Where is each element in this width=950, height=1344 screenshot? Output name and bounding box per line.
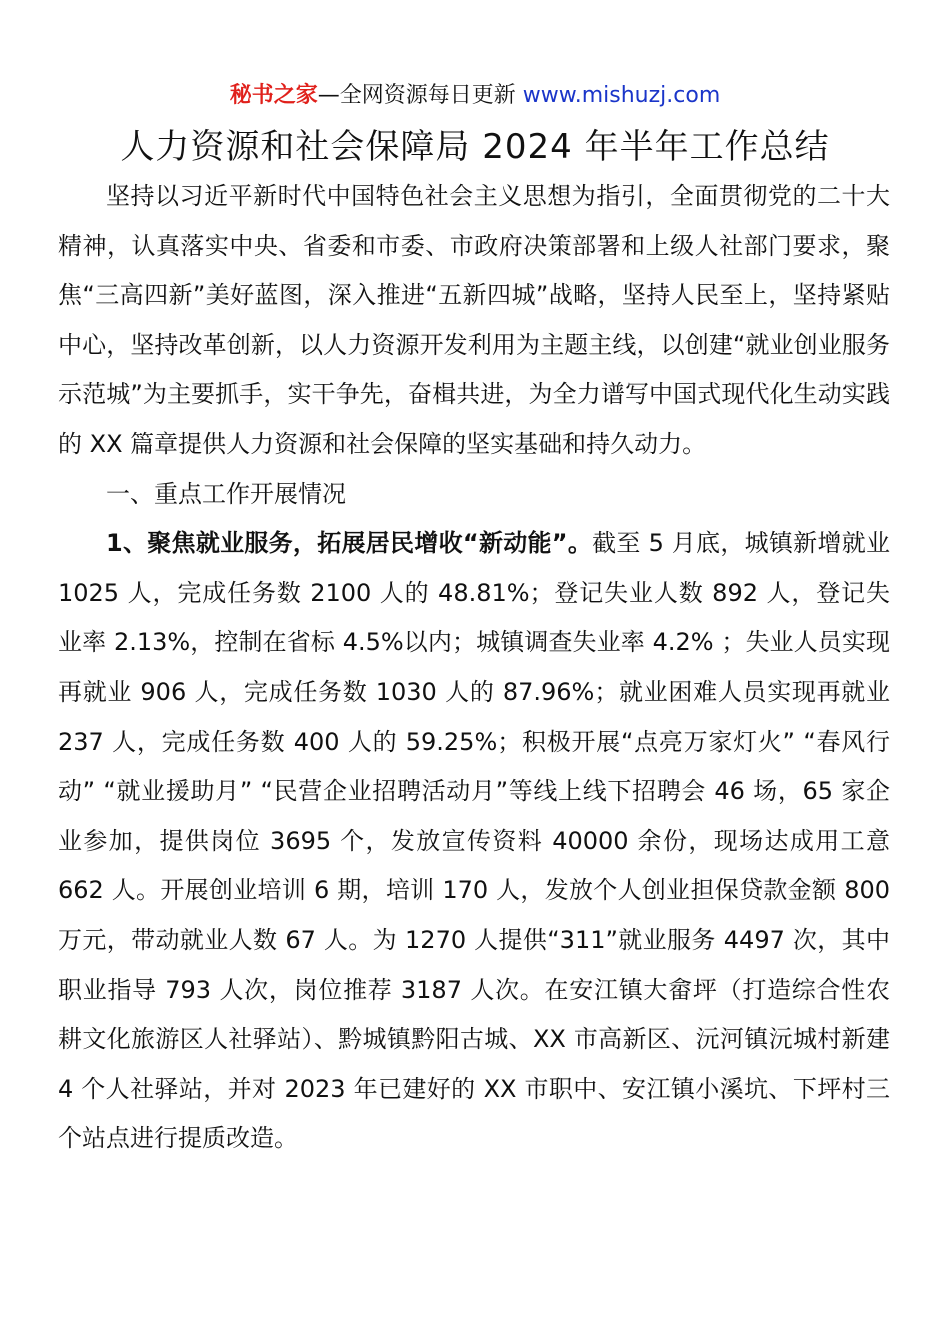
item-lead: 1、聚焦就业服务，拓展居民增收“新动能”。 bbox=[106, 529, 593, 558]
section-heading: 一、重点工作开展情况 bbox=[106, 479, 346, 508]
item-paragraph bbox=[58, 519, 890, 1164]
item-body: 截至 5 月底，城镇新增就业 1025 人，完成任务数 2100 人的 48.81%；登记失业人数 892 人，登记失业率 2.13%，控制在省标 4.5%以内；城镇调查失业率 4.2% ；失业人员实现再就业 906 人，完成任务数 1030 人的 87.96%；就业困难人员实现再就业 237 人，完成任务数 400 人的 59.25%；积极开展“点亮万家灯火” “春风行动” “就业援助月” “民营企业招聘活动月”等线上线下招聘会 46 场，65 家企业参加，提供岗位 3695 个，发放宣传资料 40000 余份，现场达成用工意 662 人。开展创业培训 6 期，培训 170 人，发放个人创业担保贷款金额 800 万元，带动就业人数 67 人。为 1270 人提供“311”就业服务 4497 次，其中职业指导 793 人次，岗位推荐 3187 人次。在安江镇大畲坪（打造综合性农耕文化旅游区人社驿站）、黔城镇黔阳古城、XX 市高新区、沅河镇沅城村新建 4 个人社驿站，并对 2023 年已建好的 XX 市职中、安江镇小溪坑、下坪村三个站点进行提质改造。 bbox=[58, 529, 891, 1153]
document-body bbox=[58, 172, 890, 1164]
document-title: 人力资源和社会保障局 2024 年半年工作总结 bbox=[120, 127, 830, 167]
intro-paragraph: 坚持以习近平新时代中国特色社会主义思想为指引，全面贯彻党的二十大精神，认真落实中央、省委和市委、市政府决策部署和上级人社部门要求，聚焦“三高四新”美好蓝图，深入推进“五新四城”战略，坚持人民至上，坚持紧贴中心，坚持改革创新，以人力资源开发利用为主题主线，以创建“就业创业服务示范城”为主要抓手，实干争先，奋楫共进，为全力谱写中国式现代化生动实践的 XX 篇章提供人力资源和社会保障的坚实基础和持久动力。 bbox=[58, 182, 890, 458]
site-tagline: —全网资源每日更新 bbox=[317, 83, 523, 108]
site-name: 秘书之家 bbox=[229, 83, 318, 108]
site-header bbox=[0, 80, 950, 112]
site-url-link[interactable]: www.mishuzj.com bbox=[522, 83, 721, 108]
